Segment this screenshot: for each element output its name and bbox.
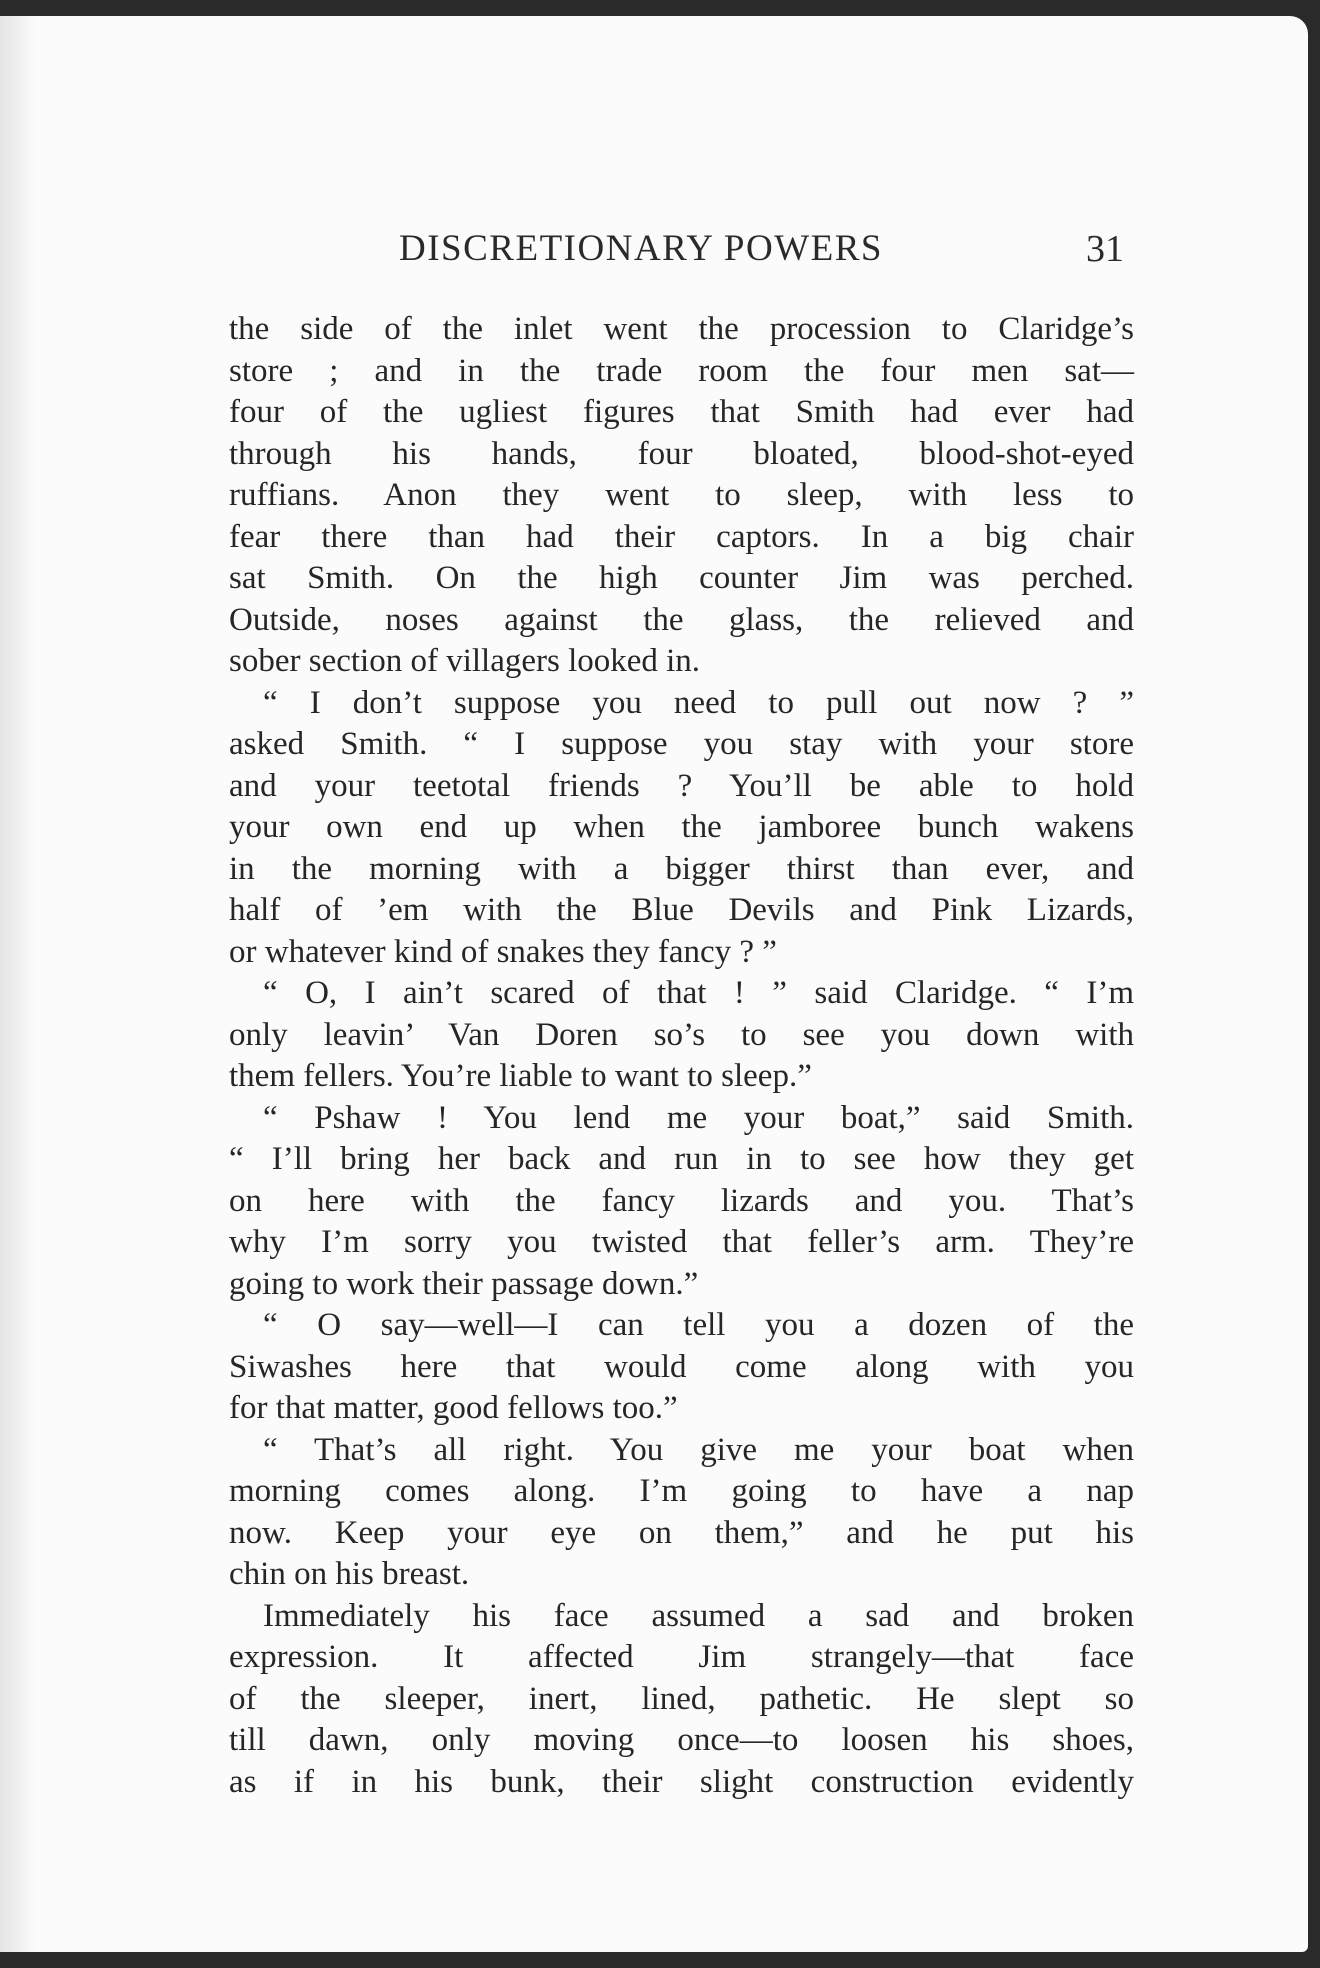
text-line: morning comes along. I’m going to have a nap xyxy=(229,1473,1134,1509)
text-line: on here with the fancy lizards and you. That’s xyxy=(229,1182,1134,1219)
text-line: expression. It affected Jim strangely—that face xyxy=(229,1639,1134,1675)
text-line: “ That’s all right. You give me your boat when xyxy=(263,1431,1134,1468)
text-line: only leavin’ Van Doren so’s to see you down with xyxy=(229,1016,1134,1053)
text-line: four of the ugliest figures that Smith had ever had xyxy=(229,394,1134,430)
text-line: sat Smith. On the high counter Jim was perched. xyxy=(229,560,1134,596)
page-number: 31 xyxy=(1086,228,1124,270)
text-line: Immediately his face assumed a sad and broken xyxy=(263,1597,1134,1634)
text-line: them fellers. You’re liable to want to sleep.” xyxy=(229,1058,812,1094)
gutter-shadow xyxy=(0,16,36,1952)
text-line: why I’m sorry you twisted that feller’s arm. They’re xyxy=(229,1224,1134,1260)
text-line: store ; and in the trade room the four men sat— xyxy=(229,352,1134,389)
text-line: in the morning with a bigger thirst than ever, and xyxy=(229,850,1134,887)
text-line: “ I’ll bring her back and run in to see how they get xyxy=(229,1141,1134,1177)
text-line: the side of the inlet went the procession to Claridge’s xyxy=(229,311,1134,347)
text-line: “ O say—well—I can tell you a dozen of the xyxy=(263,1307,1134,1343)
text-line: through his hands, four bloated, blood-shot-eyed xyxy=(229,435,1134,472)
text-line: “ I don’t suppose you need to pull out now ? ” xyxy=(263,684,1134,721)
book-page xyxy=(0,16,1308,1952)
running-head xyxy=(229,227,1124,277)
text-line: for that matter, good fellows too.” xyxy=(229,1390,678,1426)
text-line: or whatever kind of snakes they fancy ? ” xyxy=(229,933,777,970)
text-line: as if in his bunk, their slight construction evidently xyxy=(229,1763,1134,1800)
text-line: “ O, I ain’t scared of that ! ” said Claridge. “ I’m xyxy=(263,975,1134,1011)
text-line: Siwashes here that would come along with you xyxy=(229,1348,1134,1385)
text-line: sober section of villagers looked in. xyxy=(229,643,701,679)
text-line: asked Smith. “ I suppose you stay with your store xyxy=(229,726,1134,762)
text-line: half of ’em with the Blue Devils and Pink Lizards, xyxy=(229,892,1134,928)
text-line: of the sleeper, inert, lined, pathetic. He slept so xyxy=(229,1680,1134,1717)
text-line: chin on his breast. xyxy=(229,1556,470,1592)
text-line: now. Keep your eye on them,” and he put his xyxy=(229,1514,1134,1551)
text-line: and your teetotal friends ? You’ll be able to hold xyxy=(229,767,1134,804)
text-line: your own end up when the jamboree bunch wakens xyxy=(229,809,1134,845)
text-line: ruffians. Anon they went to sleep, with less to xyxy=(229,477,1134,513)
text-line: “ Pshaw ! You lend me your boat,” said Smith. xyxy=(263,1099,1134,1136)
text-line: Outside, noses against the glass, the relieved and xyxy=(229,601,1134,638)
body-text xyxy=(229,309,1134,1803)
text-line: till dawn, only moving once—to loosen his shoes, xyxy=(229,1722,1134,1758)
text-line: fear there than had their captors. In a big chair xyxy=(229,518,1134,555)
running-title: DISCRETIONARY POWERS xyxy=(399,228,883,269)
text-line: going to work their passage down.” xyxy=(229,1265,699,1302)
